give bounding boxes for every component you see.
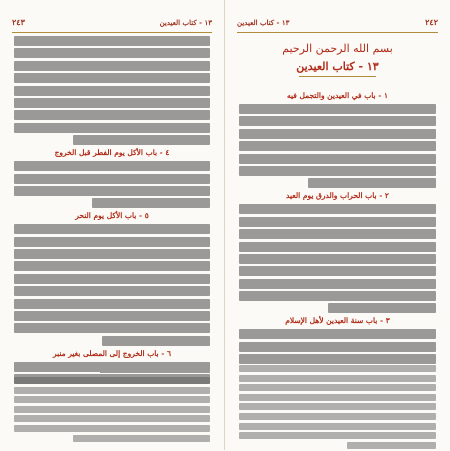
right-heading-2: ٢ - باب الحراب والدرق يوم العيد [286, 191, 389, 201]
right-heading-1: ١ - باب في العيدين والتجمل فيه [286, 91, 389, 100]
right-heading-3: ٣ - باب سنة العيدين لأهل الإسلام [285, 316, 390, 326]
right-running-title: ١٣ - كتاب العيدين [237, 17, 290, 27]
left-footnote-rule [100, 372, 210, 373]
left-running-title: ١٣ - كتاب العيدين [159, 17, 212, 27]
right-page-number: ٢٤٢ [425, 17, 438, 27]
right-footnote-rule [325, 360, 436, 361]
left-body-text [14, 36, 210, 387]
left-running-head [12, 14, 212, 30]
left-heading-3: ٦ - باب الخروج إلى المصلى بغير منبر [52, 348, 172, 358]
right-header-rule [237, 32, 438, 33]
left-footnotes [14, 377, 210, 444]
right-footnotes [239, 365, 436, 451]
chapter-header [239, 40, 436, 84]
left-page-number: ٢٤٣ [12, 17, 25, 27]
left-header-rule [12, 32, 212, 33]
right-page [225, 0, 450, 450]
basmala: بسم الله الرحمن الرحيم [282, 42, 393, 55]
chapter-underline [299, 76, 376, 77]
right-running-head [237, 14, 438, 30]
left-heading-1: ٤ - باب الأكل يوم الفطر قبل الخروج [54, 148, 170, 158]
left-heading-2: ٥ - باب الأكل يوم النحر [75, 211, 149, 221]
chapter-title: ١٣ - كتاب العيدين [296, 60, 379, 73]
right-body-text [239, 88, 436, 367]
left-page [0, 0, 225, 450]
